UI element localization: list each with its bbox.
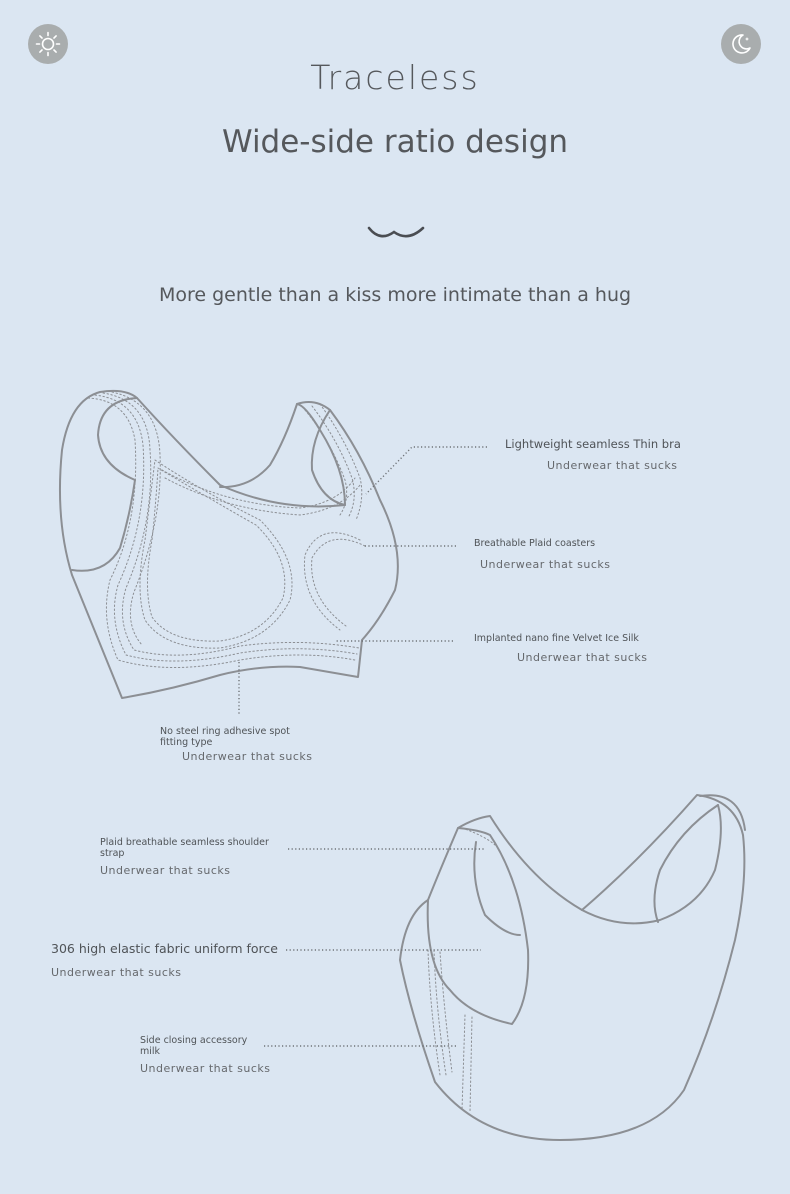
callout-plaid-coasters-sub: Underwear that sucks [480,558,611,571]
callout-shoulder-strap-sub: Underwear that sucks [100,864,231,877]
page-title: Traceless [310,58,480,97]
callout-side-closing-sub: Underwear that sucks [140,1062,271,1075]
callout-plaid-coasters-label: Breathable Plaid coasters [474,538,596,549]
callout-side-closing-label: Side closing accessory milk [140,1035,248,1057]
callout-velvet-silk-sub: Underwear that sucks [517,651,648,664]
callout-elastic-fabric-label: 306 high elastic fabric uniform force [51,941,278,956]
callout-elastic-fabric-sub: Underwear that sucks [51,966,182,979]
callout-shoulder-strap-label: Plaid breathable seamless shoulder strap [100,837,269,859]
tagline: More gentle than a kiss more intimate than a hug [158,284,632,306]
leader-line-thin-bra [366,447,487,494]
callout-velvet-silk-label: Implanted nano fine Velvet Ice Silk [474,633,639,644]
callout-thin-bra-sub: Underwear that sucks [547,459,678,472]
callout-no-steel-ring-label: No steel ring adhesive spot fitting type [160,726,290,748]
page-subtitle: Wide-side ratio design [221,124,569,160]
front-bra-drawing [60,391,398,698]
callout-thin-bra-label: Lightweight seamless Thin bra [505,437,681,451]
side-bra-drawing [400,795,745,1140]
callout-no-steel-ring-sub: Underwear that sucks [182,750,313,763]
